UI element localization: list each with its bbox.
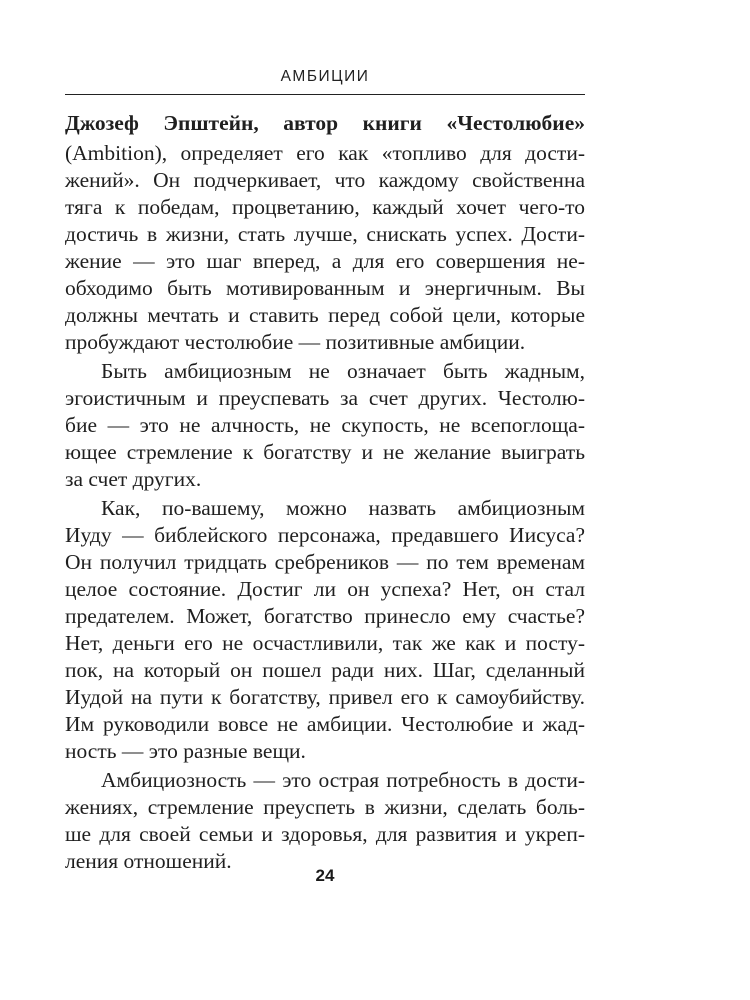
paragraph-line: должны мечтать и ставить перед собой цели, которые bbox=[65, 303, 585, 327]
header-rule bbox=[65, 94, 585, 95]
page-number: 24 bbox=[315, 866, 335, 885]
paragraph-line: жениях, стремление преуспеть в жизни, сделать боль- bbox=[65, 795, 585, 819]
paragraph-line: ность — это разные вещи. bbox=[65, 739, 306, 763]
paragraph-line: бие — это не алчность, не скупость, не всепоглоща- bbox=[65, 413, 585, 437]
paragraph-line: Амбициозность — это острая потребность в дости- bbox=[101, 768, 585, 792]
paragraph-line: Нет, деньги его не осчастливили, так же как и посту- bbox=[65, 631, 585, 655]
paragraph-line: жение — это шаг вперед, а для его совершения не- bbox=[65, 249, 585, 273]
paragraph-line: Как, по-вашему, можно назвать амбициозным bbox=[101, 496, 585, 520]
paragraph-line: (Ambition), определяет его как «топливо для дости- bbox=[65, 141, 585, 165]
paragraph-line: Иуду — библейского персонажа, предавшего Иисуса? bbox=[65, 523, 585, 547]
paragraph-line: жений». Он подчеркивает, что каждому свойственна bbox=[65, 168, 585, 192]
paragraph-line: Он получил тридцать сребреников — по тем временам bbox=[65, 550, 585, 574]
paragraph-line: целое состояние. Достиг ли он успеха? Нет, он стал bbox=[65, 577, 585, 601]
paragraph-line: обходимо быть мотивированным и энергичным. Вы bbox=[65, 276, 585, 300]
paragraph-1-lead bbox=[65, 108, 585, 138]
paragraph-line: эгоистичным и преуспевать за счет других. Честолю- bbox=[65, 386, 585, 410]
paragraph-line: Быть амбициозным не означает быть жадным, bbox=[101, 359, 585, 383]
paragraph-line: ющее стремление к богатству и не желание выиграть bbox=[65, 440, 585, 464]
paragraph-line: достичь в жизни, стать лучше, снискать успех. Дости- bbox=[65, 222, 585, 246]
paragraph-line: тяга к победам, процветанию, каждый хочет чего-то bbox=[65, 195, 585, 219]
paragraph-line: пробуждают честолюбие — позитивные амбиции. bbox=[65, 330, 526, 354]
running-head: АМБИЦИИ bbox=[280, 68, 370, 85]
paragraph-line: ше для своей семьи и здоровья, для развития и укреп- bbox=[65, 822, 585, 846]
paragraph-line: пок, на который он пошел ради них. Шаг, сделанный bbox=[65, 658, 585, 682]
paragraph-line: ления отношений. bbox=[65, 849, 232, 873]
paragraph-line: за счет других. bbox=[65, 467, 202, 491]
paragraph-line: Им руководили вовсе не амбиции. Честолюбие и жад- bbox=[65, 712, 585, 736]
paragraph-line: предателем. Может, богатство принесло ему счастье? bbox=[65, 604, 585, 628]
author-lead-bold: Джозеф Эпштейн, автор книги «Честолюбие» bbox=[65, 111, 585, 135]
paragraph-line: Иудой на пути к богатству, привел его к самоубийству. bbox=[65, 685, 585, 709]
